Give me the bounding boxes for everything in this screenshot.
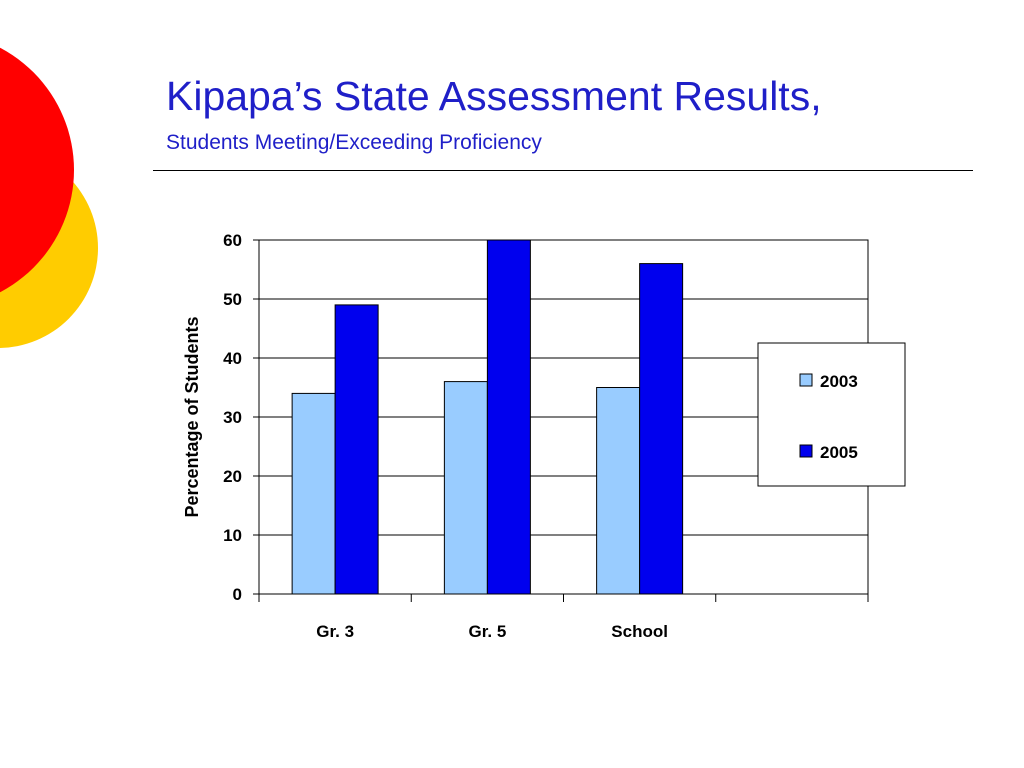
- y-tick-label: 0: [232, 585, 242, 604]
- legend-label-2003: 2003: [820, 372, 858, 391]
- legend-label-2005: 2005: [820, 443, 858, 462]
- y-tick-label: 50: [223, 290, 242, 309]
- y-tick-label: 40: [223, 349, 242, 368]
- x-tick-label: School: [611, 622, 668, 641]
- bar-2005-school: [640, 264, 683, 594]
- bars: [292, 240, 683, 594]
- slide-subtitle: Students Meeting/Exceeding Proficiency: [166, 131, 542, 154]
- y-tick-label: 30: [223, 408, 242, 427]
- bar-2005-gr-5: [487, 240, 530, 594]
- bar-2005-gr-3: [335, 305, 378, 594]
- y-tick-label: 10: [223, 526, 242, 545]
- bar-2003-school: [597, 388, 640, 595]
- legend-swatch-2003: [800, 374, 812, 386]
- legend-box: [758, 343, 905, 486]
- y-axis-title: Percentage of Students: [182, 316, 202, 518]
- slide-title: Kipapa’s State Assessment Results,: [166, 73, 822, 119]
- y-tick-label: 60: [223, 231, 242, 250]
- legend: [758, 343, 905, 486]
- y-tick-label: 20: [223, 467, 242, 486]
- bar-2003-gr-5: [444, 382, 487, 594]
- x-tick-label: Gr. 3: [316, 622, 355, 641]
- bar-2003-gr-3: [292, 393, 335, 594]
- x-tick-label: Gr. 5: [468, 622, 507, 641]
- legend-swatch-2005: [800, 445, 812, 457]
